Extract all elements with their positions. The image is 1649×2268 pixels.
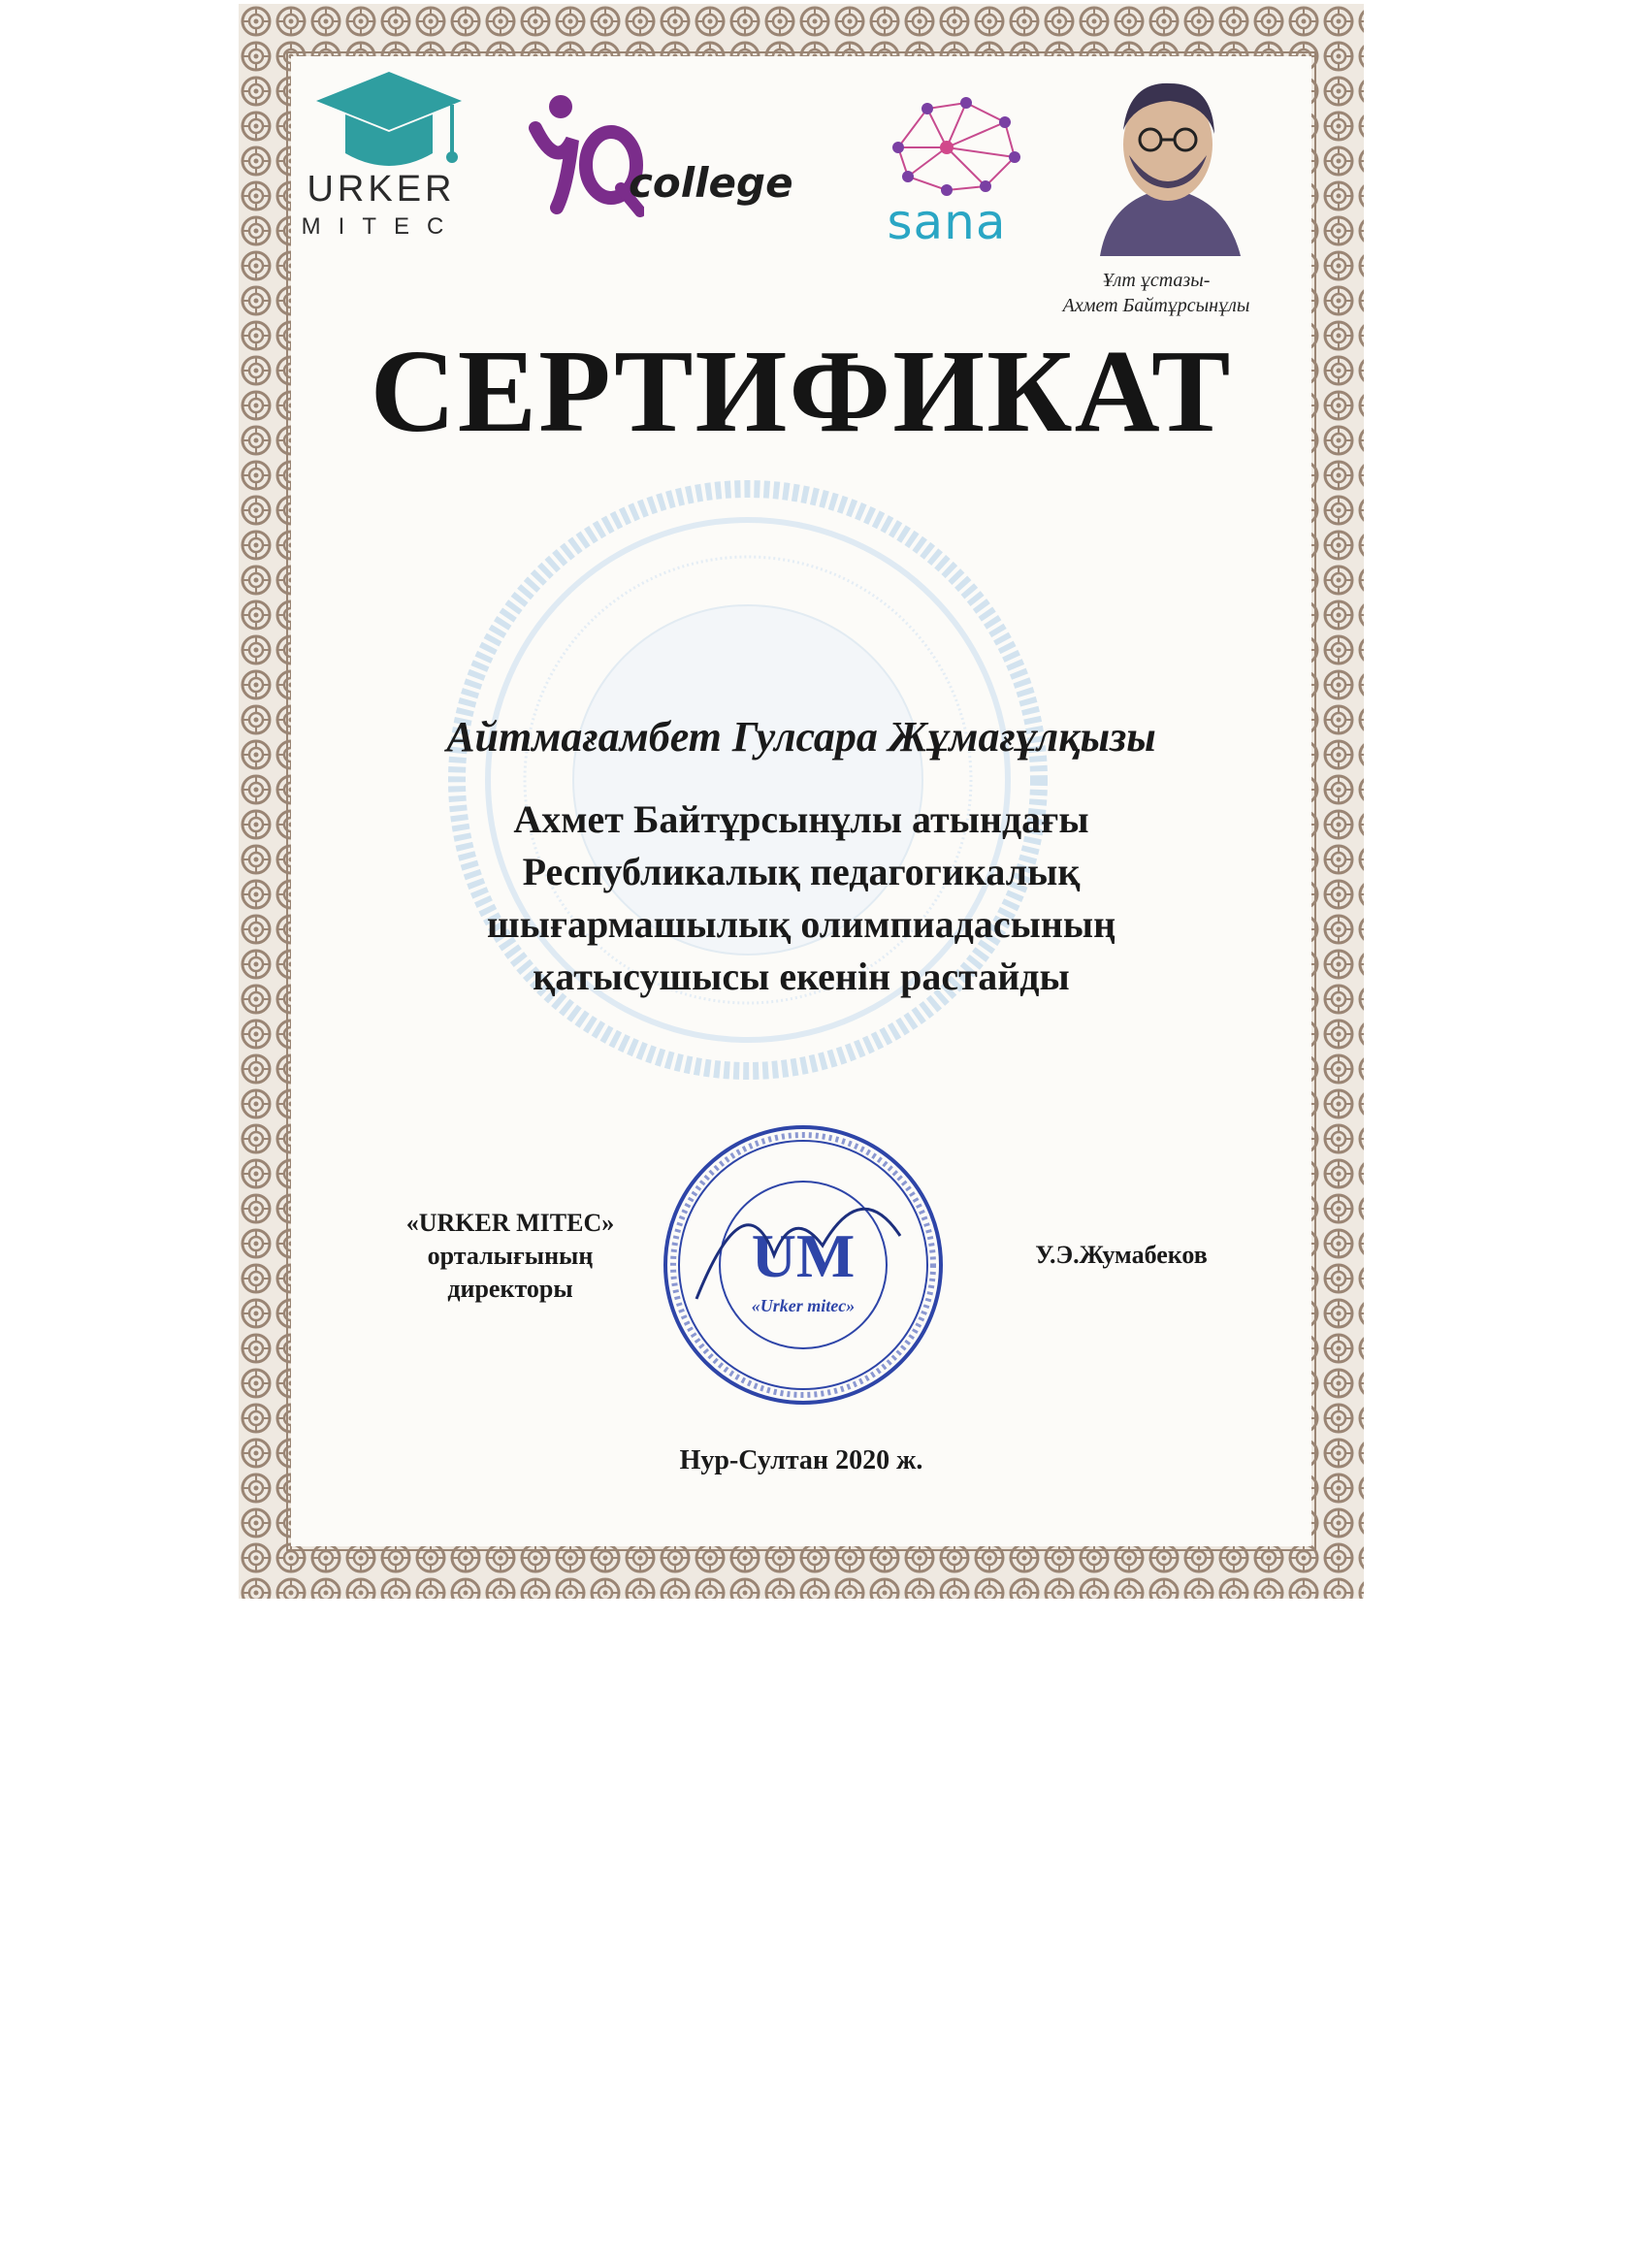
signatory-org-line3: директоры — [447, 1275, 573, 1303]
sana-logo — [869, 89, 1034, 206]
portrait-caption-line2: Ахмет Байтұрсынұлы — [1062, 295, 1250, 316]
stamp-name: «Urker mitec» — [751, 1296, 856, 1315]
signatory-org-line2: орталығының — [427, 1242, 594, 1270]
signatory-name: У.Э.Жумабеков — [1035, 1241, 1208, 1269]
stamp-monogram: UM — [751, 1221, 856, 1290]
urker-logo-text: URKER — [307, 169, 456, 210]
official-stamp — [658, 1119, 949, 1410]
signatory-org-line1: «URKER MITEC» — [405, 1209, 615, 1237]
certificate-title: СЕРТИФИКАТ — [370, 326, 1233, 457]
signatory-organization — [384, 1207, 636, 1306]
sana-logo-text: sana — [887, 194, 1007, 250]
iq-college-logo — [528, 81, 644, 217]
body-line: қатысушысы екенін растайды — [533, 955, 1070, 998]
place-and-year: Нур-Султан 2020 ж. — [679, 1445, 923, 1475]
certificate-sheet — [239, 4, 1364, 1599]
body-line: Республикалық педагогикалық — [522, 850, 1081, 893]
body-line: Ахмет Байтұрсынұлы атындағы — [513, 797, 1089, 841]
certificate-body — [239, 794, 1364, 1003]
recipient-name: Айтмағамбет Гулсара Жұмағұлқызы — [446, 713, 1156, 761]
iq-college-text: college — [629, 159, 793, 207]
portrait-illustration — [1081, 62, 1255, 261]
portrait-caption-line1: Ұлт ұстазы- — [1102, 270, 1211, 291]
portrait-caption — [1030, 268, 1282, 318]
mitec-logo-text: MITEC — [301, 213, 462, 240]
body-line: шығармашылық олимпиадасының — [486, 902, 1116, 946]
